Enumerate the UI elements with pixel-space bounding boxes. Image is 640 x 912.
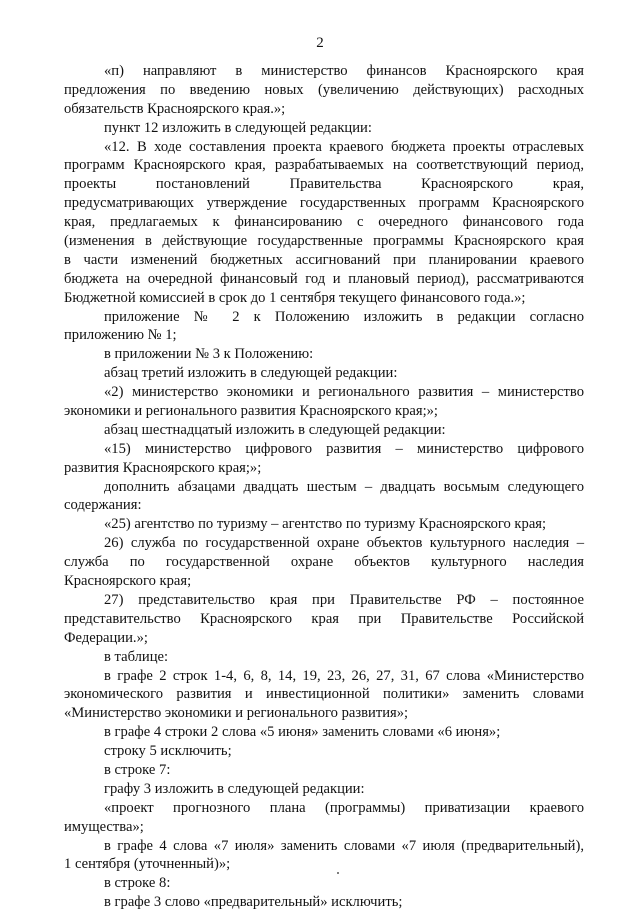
text-line: в строке 7: [104, 761, 171, 778]
text-line: содержания: [64, 497, 142, 514]
text-line: приложение № 2 к Положению изложить в редакции согласно [104, 308, 584, 325]
text-line: (изменения в действующие государственные программы Красноярского края [64, 233, 584, 250]
text-line: в графе 2 строк 1-4, 6, 8, 14, 19, 23, 26, 27, 31, 67 слова «Министерство [104, 667, 584, 684]
document-body [64, 62, 584, 912]
text-line: развития Красноярского края;»; [64, 459, 262, 476]
page-number: 2 [316, 35, 324, 51]
text-line: имущества»; [64, 818, 144, 835]
text-line: «2) министерство экономики и регионального развития – министерство [104, 384, 584, 401]
text-line: в графе 4 слова «7 июля» заменить словами «7 июля (предварительный), [104, 837, 584, 854]
text-line: 26) служба по государственной охране объектов культурного наследия – [104, 535, 584, 552]
text-line: Федерации.»; [64, 629, 148, 646]
text-line: предусматривающих утверждение государственных программ Красноярского [64, 195, 584, 212]
text-line: представительство Красноярского края при Правительстве Российской [64, 610, 584, 627]
text-line: дополнить абзацами двадцать шестым – двадцать восьмым следующего [104, 478, 584, 495]
text-line: в приложении № 3 к Положению: [104, 346, 314, 363]
text-line: в графе 3 слово «предварительный» исключить; [104, 894, 403, 911]
text-line: бюджета на очередной финансовый год и плановый период), рассматриваются [64, 270, 584, 287]
text-line: абзац третий изложить в следующей редакции: [104, 365, 398, 382]
text-line: обязательств Красноярского края.»; [64, 100, 286, 117]
text-line: в части изменений бюджетных ассигнований при планировании краевого [64, 251, 584, 268]
text-line: графу 3 изложить в следующей редакции: [104, 780, 365, 797]
text-line: пункт 12 изложить в следующей редакции: [104, 119, 372, 136]
text-line: 1 сентября (уточненный)»; [64, 856, 231, 873]
text-line: «проект прогнозного плана (программы) приватизации краевого [104, 799, 584, 816]
text-line: в графе 4 строки 2 слова «5 июня» заменить словами «6 июня»; [104, 724, 501, 741]
text-line: программ Красноярского края, разрабатываемых на соответствующий период, [64, 157, 584, 174]
text-line: экономики и регионального развития Красноярского края;»; [64, 403, 438, 420]
text-line: в строке 8: [104, 875, 171, 892]
text-line: Бюджетной комиссией в срок до 1 сентября текущего финансового года.»; [64, 289, 526, 306]
text-line: Красноярского края; [64, 573, 192, 590]
text-line: края, предлагаемых к финансированию с очередного финансового года [64, 214, 584, 231]
text-line: абзац шестнадцатый изложить в следующей редакции: [104, 421, 446, 438]
scan-speck [337, 872, 339, 874]
text-line: 27) представительство края при Правительстве РФ – постоянное [104, 591, 584, 608]
text-line: приложению № 1; [64, 327, 177, 344]
text-line: в таблице: [104, 648, 169, 665]
text-line: предложения по введению новых (увеличению действующих) расходных [64, 81, 584, 98]
text-line: «п) направляют в министерство финансов Красноярского края [104, 63, 584, 79]
text-line: экономического развития и инвестиционной политики» заменить словами [64, 686, 584, 703]
text-line: «12. В ходе составления проекта краевого бюджета проекты отраслевых [104, 138, 584, 155]
text-line: проекты постановлений Правительства Красноярского края, [64, 176, 584, 193]
text-line: «Министерство экономики и регионального развития»; [64, 705, 409, 722]
text-line: строку 5 исключить; [104, 743, 232, 760]
text-line: служба по государственной охране объектов культурного наследия [64, 554, 584, 571]
text-line: «25) агентство по туризму – агентство по туризму Красноярского края; [104, 516, 547, 533]
text-line: «15) министерство цифрового развития – министерство цифрового [104, 440, 584, 457]
